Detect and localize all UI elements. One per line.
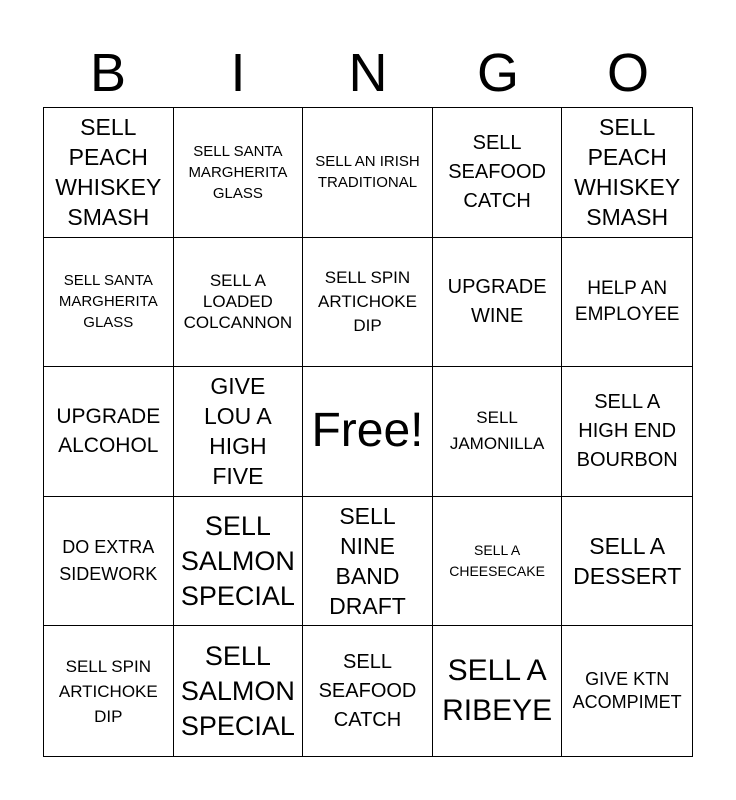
- bingo-cell-r4-c2[interactable]: [174, 497, 304, 627]
- cell-label: SELL PEACH WHISKEY SMASH: [55, 114, 162, 231]
- bingo-board: [43, 107, 693, 757]
- bingo-cell-r2-c2[interactable]: [174, 238, 304, 368]
- cell-label: SELL NINE BAND DRAFT: [329, 503, 406, 620]
- cell-label: SELL SEAFOOD CATCH: [448, 131, 546, 212]
- cell-label: UPGRADE WINE: [447, 275, 547, 327]
- bingo-header: [43, 38, 693, 108]
- bingo-cell-r1-c4[interactable]: [433, 108, 563, 238]
- cell-label: SELL A RIBEYE: [442, 654, 553, 728]
- cell-label: SELL AN IRISH TRADITIONAL: [315, 153, 420, 192]
- header-letter-g: G: [476, 43, 519, 103]
- cell-label: SELL A CHEESECAKE: [449, 542, 545, 580]
- cell-label: SELL SANTA MARGHERITA GLASS: [188, 142, 288, 202]
- cell-label: SELL SPIN ARTICHOKE DIP: [318, 267, 417, 335]
- cell-label: HELP AN EMPLOYEE: [574, 277, 680, 325]
- bingo-cell-r4-c1[interactable]: [44, 497, 174, 627]
- bingo-cell-r2-c4[interactable]: [433, 238, 563, 368]
- cell-label: SELL SALMON SPECIAL: [180, 510, 295, 611]
- bingo-cell-r3-c1[interactable]: [44, 367, 174, 497]
- bingo-cell-r4-c5[interactable]: [562, 497, 692, 627]
- bingo-cell-r5-c3[interactable]: [303, 626, 433, 756]
- cell-label: GIVE KTN ACOMPIMET: [572, 669, 682, 713]
- cell-label: SELL SANTA MARGHERITA GLASS: [58, 272, 158, 332]
- bingo-cell-r1-c1[interactable]: [44, 108, 174, 238]
- header-letter-o: O: [606, 43, 649, 103]
- bingo-cell-r1-c2[interactable]: [174, 108, 304, 238]
- header-letter-n: N: [348, 43, 388, 103]
- bingo-cell-r4-c4[interactable]: [433, 497, 563, 627]
- bingo-cell-r3-c2[interactable]: [174, 367, 304, 497]
- cell-label: SELL PEACH WHISKEY SMASH: [574, 114, 681, 231]
- cell-label: SELL A DESSERT: [573, 533, 682, 590]
- cell-label: UPGRADE ALCOHOL: [56, 405, 161, 458]
- cell-label: SELL A HIGH END BOURBON: [576, 390, 678, 471]
- header-letter-b: B: [89, 43, 127, 103]
- cell-label: GIVE LOU A HIGH FIVE: [204, 373, 272, 490]
- bingo-cell-r3-c5[interactable]: [562, 367, 692, 497]
- bingo-cell-r5-c4[interactable]: [433, 626, 563, 756]
- free-space-label: Free!: [311, 404, 424, 458]
- cell-label: SELL SALMON SPECIAL: [180, 640, 295, 741]
- cell-label: SELL JAMONILLA: [449, 408, 545, 454]
- bingo-cell-r2-c1[interactable]: [44, 238, 174, 368]
- header-letter-i: I: [230, 43, 246, 103]
- bingo-cell-r3-c4[interactable]: [433, 367, 563, 497]
- cell-label: DO EXTRA SIDEWORK: [59, 537, 158, 585]
- cell-label: SELL A LOADED COLCANNON: [183, 271, 293, 333]
- bingo-cell-free[interactable]: [303, 367, 433, 497]
- bingo-cell-r2-c5[interactable]: [562, 238, 692, 368]
- bingo-cell-r5-c1[interactable]: [44, 626, 174, 756]
- bingo-cell-r5-c5[interactable]: [562, 626, 692, 756]
- bingo-cell-r4-c3[interactable]: [303, 497, 433, 627]
- cell-label: SELL SPIN ARTICHOKE DIP: [58, 656, 158, 726]
- bingo-cell-r1-c3[interactable]: [303, 108, 433, 238]
- bingo-cell-r1-c5[interactable]: [562, 108, 692, 238]
- cell-label: SELL SEAFOOD CATCH: [318, 650, 417, 731]
- bingo-cell-r5-c2[interactable]: [174, 626, 304, 756]
- bingo-cell-r2-c3[interactable]: [303, 238, 433, 368]
